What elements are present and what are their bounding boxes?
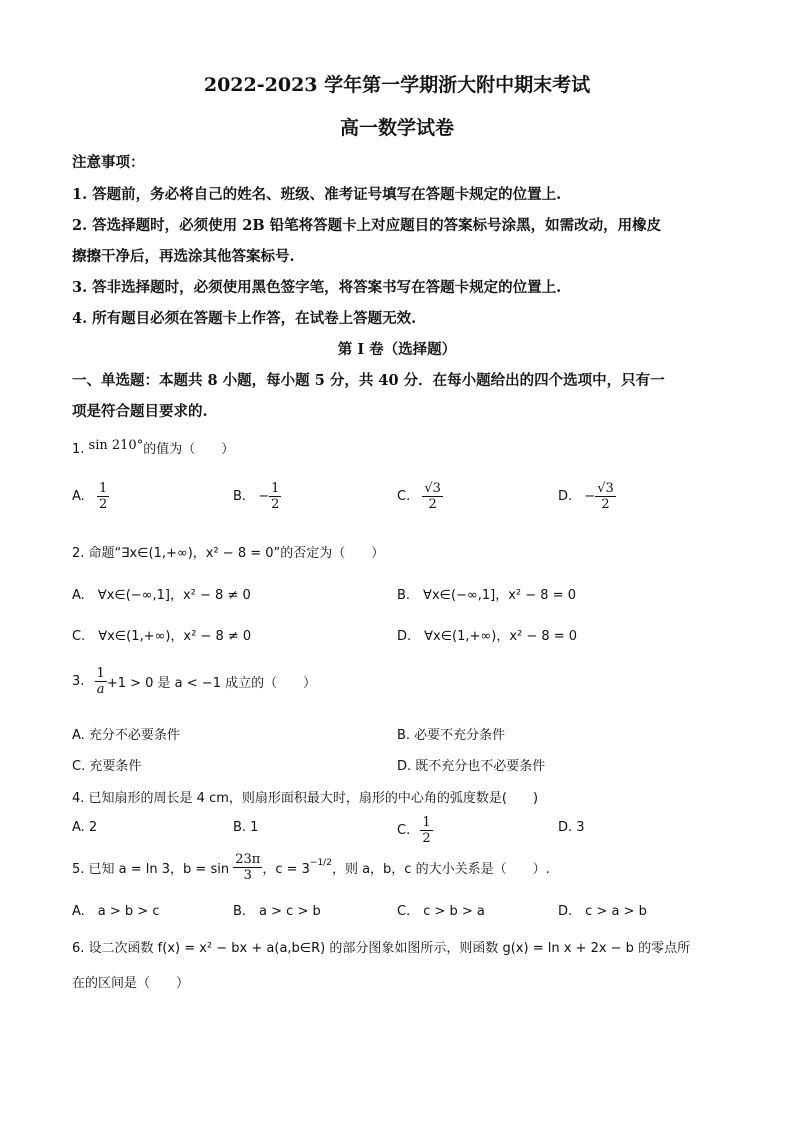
section-title: 第 I 卷（选择题）	[337, 341, 457, 358]
q1-option-d	[558, 481, 616, 512]
fraction: $\frac{23\pi}{3}$	[235, 852, 261, 883]
option-label: A.	[72, 489, 85, 504]
fraction: $\frac{1}{2}$	[98, 481, 108, 512]
question-6-stem-cont: 在的区间是（ ）	[72, 976, 190, 991]
option-label: C.	[397, 489, 411, 504]
question-text: 5. 已知 a = ln 3，b = sin	[72, 862, 230, 877]
exponent: −1/2	[309, 858, 332, 868]
q5-option-b: B. a > c > b	[233, 904, 321, 919]
notice-item-4: 4. 所有题目必须在答题卡上作答，在试卷上答题无效.	[72, 310, 417, 327]
q5-option-c: C. c > b > a	[397, 904, 485, 919]
question-1-stem	[72, 438, 234, 457]
q4-option-a: A. 2	[72, 820, 98, 835]
q3-option-a: A. 充分不必要条件	[72, 728, 180, 743]
minus-sign: −	[584, 489, 596, 504]
question-5-stem	[72, 852, 550, 883]
question-number: 3.	[72, 674, 85, 689]
option-label: B.	[233, 489, 247, 504]
q1-option-a	[72, 481, 109, 512]
fraction: $\frac{1}{2}$	[422, 815, 431, 846]
q3-option-c: C. 充要条件	[72, 759, 142, 774]
minus-sign: −	[258, 489, 270, 504]
q3-option-d: D. 既不充分也不必要条件	[397, 759, 546, 774]
q5-option-a: A. a > b > c	[72, 904, 160, 919]
notice-item-1: 1. 答题前，务必将自己的姓名、班级、准考证号填写在答题卡规定的位置上.	[72, 186, 562, 203]
question-6-stem: 6. 设二次函数 f(x) = x² − bx + a(a,b∈R) 的部分图象如图所示，则函数 g(x) = ln x + 2x − b 的零点所	[72, 941, 691, 956]
q2-option-c: C. ∀x∈(1,+∞)，x² − 8 ≠ 0	[72, 629, 252, 644]
question-text: +1 > 0 是 a < −1 成立的（ ）	[106, 676, 317, 691]
q1-option-c	[397, 481, 443, 512]
q4-option-d: D. 3	[558, 820, 585, 835]
q4-option-b: B. 1	[233, 820, 259, 835]
option-label: D.	[558, 489, 573, 504]
part1-instructions-cont: 项是符合题目要求的.	[72, 403, 208, 420]
fraction: $\frac{√3}{2}$	[424, 481, 441, 512]
notice-heading: 注意事项：	[72, 154, 145, 171]
notice-item-3: 3. 答非选择题时，必须使用黑色签字笔，将答案书写在答题卡规定的位置上.	[72, 279, 562, 296]
part1-instructions: 一、单选题：本题共 8 小题，每小题 5 分，共 40 分．在每小题给出的四个选项中，只有一	[72, 372, 665, 389]
exam-title: 2022-2023 学年第一学期浙大附中期末考试	[203, 74, 591, 96]
question-3-stem	[72, 666, 316, 697]
notice-item-2-cont: 擦擦干净后，再选涂其他答案标号.	[72, 248, 295, 265]
question-text-mid: ，c = 3	[262, 862, 310, 877]
notice-item-2: 2. 答选择题时，必须使用 2B 铅笔将答题卡上对应题目的答案标号涂黑，如需改动，用橡皮	[72, 217, 662, 234]
q1-option-b	[233, 481, 281, 512]
question-text-end: ，则 a，b，c 的大小关系是（ ）.	[331, 862, 550, 877]
fraction: $\frac{1}{a}$	[96, 666, 105, 697]
question-number: 1.	[72, 442, 85, 457]
fraction: $\frac{√3}{2}$	[597, 481, 614, 512]
q5-option-d: D. c > a > b	[558, 904, 647, 919]
question-2-stem: 2. 命题“∃x∈(1,+∞)，x² − 8 = 0”的否定为（ ）	[72, 546, 385, 561]
exam-subtitle: 高一数学试卷	[339, 117, 454, 139]
q2-option-d: D. ∀x∈(1,+∞)，x² − 8 = 0	[397, 629, 578, 644]
fraction: $\frac{1}{2}$	[271, 481, 280, 512]
q2-option-b: B. ∀x∈(−∞,1]，x² − 8 = 0	[397, 588, 576, 603]
question-text: 的值为（ ）	[143, 442, 235, 457]
q4-option-c	[397, 815, 433, 846]
question-4-stem: 4. 已知扇形的周长是 4 cm，则扇形面积最大时，扇形的中心角的弧度数是( )	[72, 791, 539, 806]
option-label: C.	[397, 823, 411, 838]
q2-option-a: A. ∀x∈(−∞,1]，x² − 8 ≠ 0	[72, 588, 251, 603]
math-expression: sin 210°	[88, 438, 144, 453]
q3-option-b: B. 必要不充分条件	[397, 728, 506, 743]
